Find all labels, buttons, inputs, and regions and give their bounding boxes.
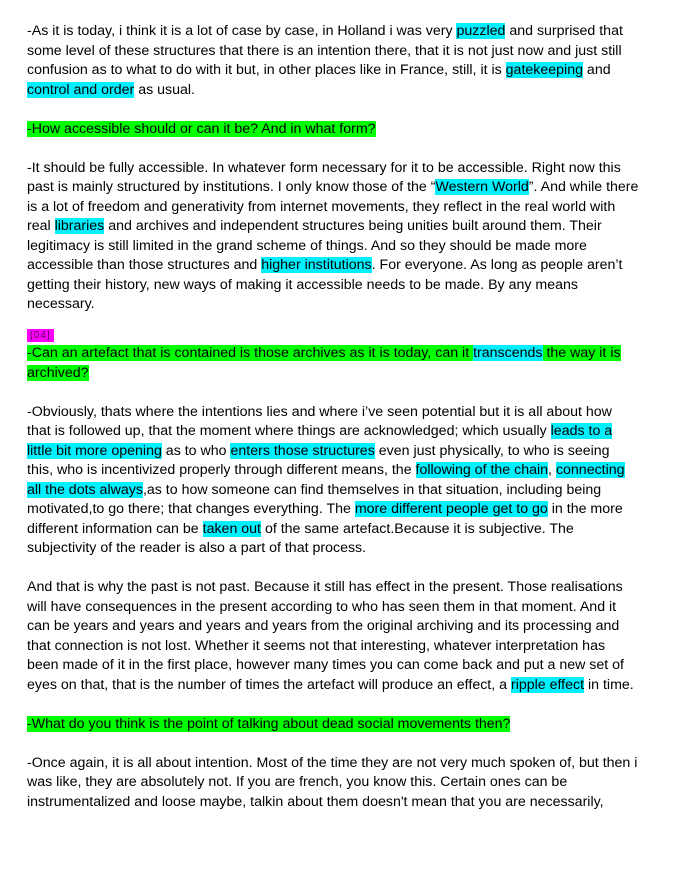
highlight-following-chain: following of the chain (415, 462, 549, 478)
highlight-higher-institutions: higher institutions (261, 257, 372, 273)
paragraph-4: And that is why the past is not past. Because it still has effect in the present. Those realisations will have consequences in the present according to who has seen them in that moment. And it can be years and years and years and years from the original archiving and its processing and that connection is not lost. Whether it seems not that interesting, whatever interpretation has been made of it in the first place, however many times you can come back and put a new set of eyes on that, that is the number of times the artefact will produce an effect, a ripple effect in time. (27, 579, 634, 693)
question-highlight: -What do you think is the point of talking about dead social movements then? (27, 715, 511, 732)
section-number-badge: [04] (27, 329, 54, 342)
highlight-western-world: Western World (435, 179, 529, 195)
highlight-libraries: libraries (54, 218, 105, 234)
highlight-more-people: more different people get to go (354, 501, 548, 517)
question-artefact: -Can an artefact that is contained is those archives as it is today, can it transcends the way it is archived? (27, 345, 621, 381)
highlight-transcends: transcends (473, 345, 543, 361)
highlight-control-and-order: control and order (27, 81, 135, 98)
highlight-connecting-dots: connecting all the dots always (27, 462, 625, 498)
highlight-gatekeeping: gatekeeping (505, 62, 583, 78)
question-highlight: -How accessible should or can it be? And in what form? (27, 120, 376, 137)
highlight-leads-to-opening: leads to a little bit more opening (27, 423, 613, 459)
highlight-enters-structures: enters those structures (230, 442, 375, 459)
section-tag (27, 323, 639, 345)
paragraph-3: -Obviously, thats where the intentions lies and where i’ve seen potential but it is all about how that is followed up, that the moment where things are acknowledged; which usually leads to a little bit more opening as to who enters those structures even just physically, to who is seeing this, who is incentivized properly through different means, the following of the chain, connecting all the dots always,as to how someone can find themselves in that situation, including being motivated,to go there; that changes everything. The more different people get to go in the more different information can be taken out of the same artefact.Because it is subjective. The subjectivity of the reader is also a part of that process. (27, 403, 625, 556)
highlight-ripple-effect: ripple effect (510, 676, 585, 693)
paragraph-1: -As it is today, i think it is a lot of case by case, in Holland i was very puzzled and surprised that some level of these structures that there is an intention there, that it is not just now and just still confusion as to what to do with it but, in other places like in France, still, it is gatekeeping and control and order as usual. (27, 23, 623, 98)
paragraph-5: -Once again, it is all about intention. Most of the time they are not very much spoken of, but then i was like, they are absolutely not. If you are french, you know this. Certain ones can be instrumentalized and loose maybe, talkin about them doesn't mean that you are necessarily, (27, 754, 638, 810)
document-page (27, 22, 639, 812)
question-accessibility (27, 120, 639, 140)
highlight-taken-out: taken out (202, 520, 261, 537)
highlight-puzzled: puzzled (456, 23, 506, 39)
paragraph-2: -It should be fully accessible. In whatever form necessary for it to be accessible. Right now this past is mainly structured by institutions. I only know those of the “Western World”. And while there is a lot of freedom and generativity from internet movements, they reflect in the real world with real libraries and archives and independent structures being unities built around them. Their legitimacy is still limited in the grand scheme of things. And so they should be made more accessible than those structures and higher institutions. For everyone. As long as people aren’t getting their history, new ways of making it accessible needs to be made. By any means necessary. (27, 159, 639, 312)
question-dead-movements (27, 715, 639, 735)
